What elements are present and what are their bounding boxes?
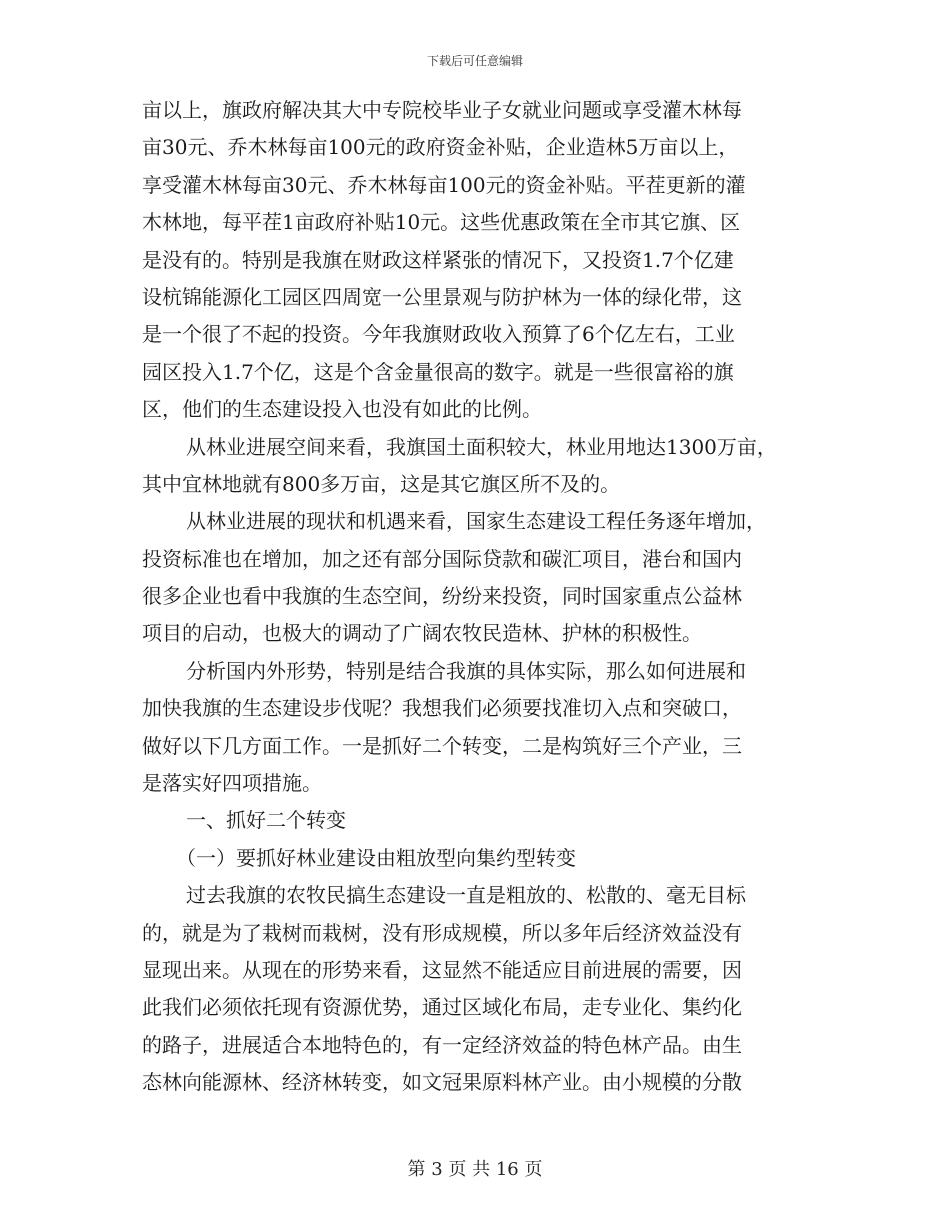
body-line: 是落实好四项措施。 (142, 771, 322, 796)
paragraph-first-line: 过去我旗的农牧民搞生态建设一直是粗放的、松散的、毫无目标 (186, 883, 746, 908)
paragraph-first-line: 从林业进展空间来看，我旗国土面积较大，林业用地达1300万亩， (186, 434, 777, 459)
body-line: 区，他们的生态建设投入也没有如此的比例。 (142, 397, 542, 422)
body-line: 投资标准也在增加，加之还有部分国际贷款和碳汇项目，港台和国内 (142, 546, 742, 571)
subsection-heading: （一）要抓好林业建设由粗放型向集约型转变 (176, 845, 576, 870)
body-line: 态林向能源林、经济林转变，如文冠果原料林产业。由小规模的分散 (142, 1070, 742, 1095)
body-line: 是一个很了不起的投资。今年我旗财政收入预算了6个亿左右，工业 (142, 322, 735, 347)
body-line: 园区投入1.7个亿，这是个含金量很高的数字。就是一些很富裕的旗 (142, 359, 734, 384)
body-line: 亩以上，旗政府解决其大中专院校毕业子女就业问题或享受灌木林每 (142, 98, 742, 122)
body-line: 加快我旗的生态建设步伐呢？我想我们必须要找准切入点和突破口， (142, 696, 742, 721)
section-heading: 一、抓好二个转变 (186, 808, 346, 833)
body-line: 木林地，每平茬1亩政府补贴10元。这些优惠政策在全市其它旗、区 (142, 210, 741, 235)
document-body (142, 92, 812, 1102)
paragraph-first-line: 从林业进展的现状和机遇来看，国家生态建设工程任务逐年增加， (186, 509, 766, 534)
body-line: 是没有的。特别是我旗在财政这样紧张的情况下，又投资1.7个亿建 (142, 247, 734, 272)
body-line: 很多企业也看中我旗的生态空间，纷纷来投资，同时国家重点公益林 (142, 584, 742, 609)
body-line: 显现出来。从现在的形势来看，这显然不能适应目前进展的需要，因 (142, 957, 742, 982)
body-line: 项目的启动，也极大的调动了广阔农牧民造林、护林的积极性。 (142, 621, 702, 646)
body-line: 设杭锦能源化工园区四周宽一公里景观与防护林为一体的绿化带，这 (142, 284, 742, 309)
body-line: 的，就是为了栽树而栽树，没有形成规模，所以多年后经济效益没有 (142, 920, 742, 945)
body-line: 此我们必须依托现有资源优势，通过区域化布局，走专业化、集约化 (142, 995, 742, 1020)
paragraph-first-line: 分析国内外形势，特别是结合我旗的具体实际，那么如何进展和 (186, 658, 746, 683)
body-line: 享受灌木林每亩30元、乔木林每亩100元的资金补贴。平茬更新的灌 (142, 172, 746, 197)
body-line: 做好以下几方面工作。一是抓好二个转变，二是构筑好三个产业，三 (142, 733, 742, 758)
body-line: 的路子，进展适合本地特色的，有一定经济效益的特色林产品。由生 (142, 1032, 742, 1057)
page-header-note: 下载后可任意编辑 (426, 54, 523, 68)
body-line: 其中宜林地就有800多万亩，这是其它旗区所不及的。 (142, 471, 621, 496)
page-number-footer: 第 3 页 共 16 页 (407, 1159, 543, 1180)
body-line: 亩30元、乔木林每亩100元的政府资金补贴，企业造林5万亩以上， (142, 135, 739, 160)
